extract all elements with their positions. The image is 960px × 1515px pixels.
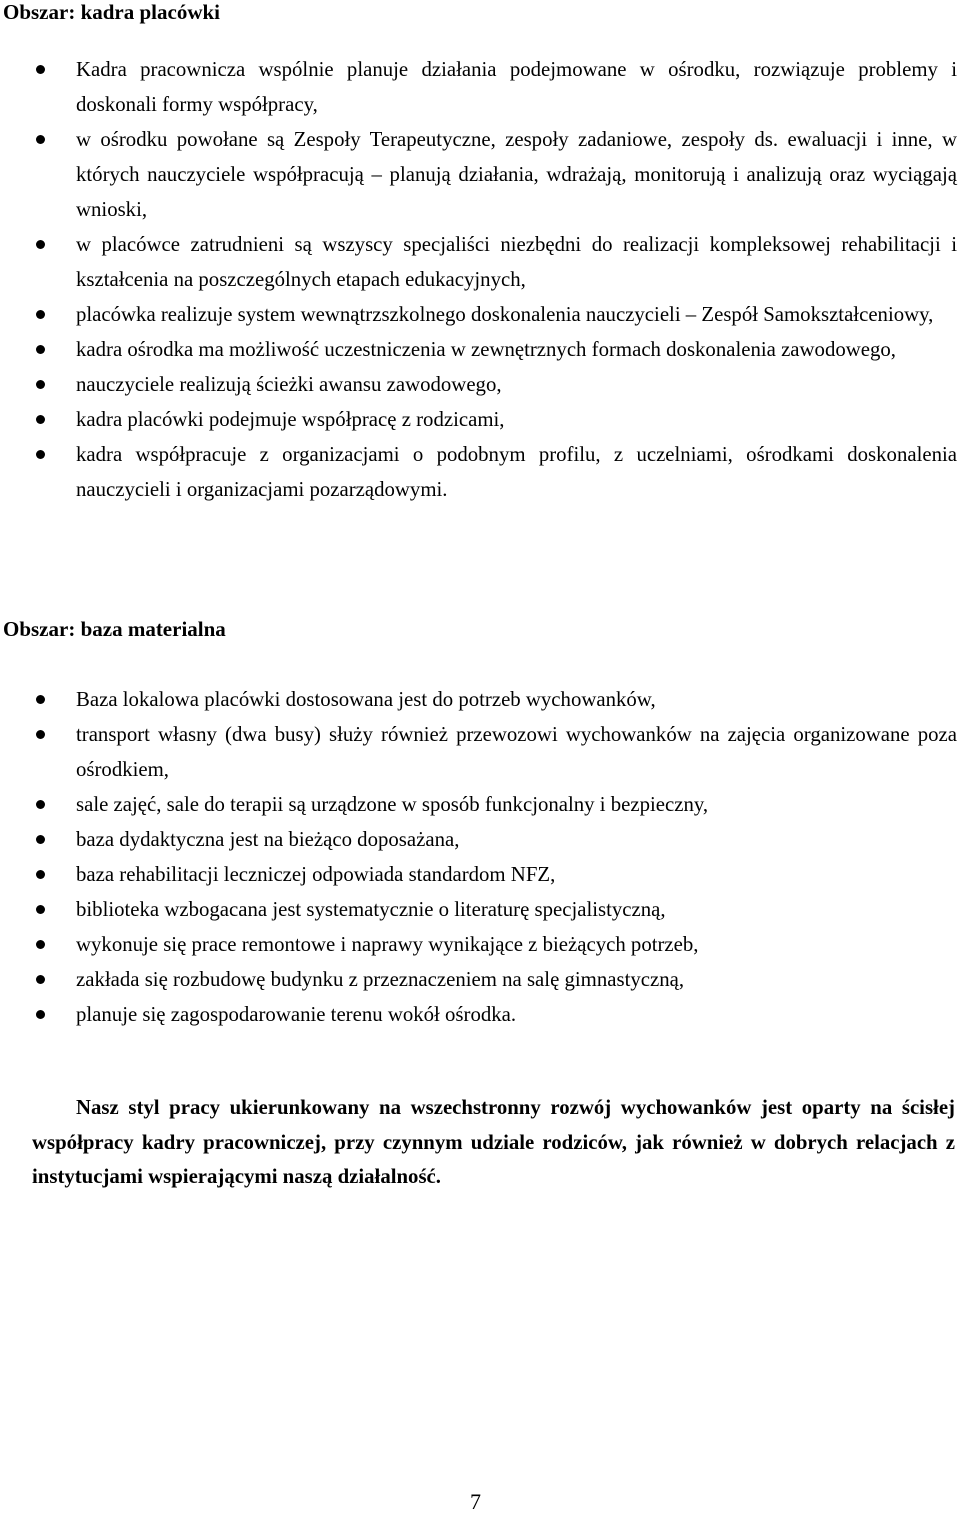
bullet-icon xyxy=(36,870,45,879)
list-item-text: placówka realizuje system wewnątrzszkolnego doskonalenia nauczycieli – Zespół Samokształceniowy, xyxy=(76,303,934,326)
summary-paragraph: Nasz styl pracy ukierunkowany na wszechstronny rozwój wychowanków jest oparty na ścisłej współpracy kadry pracowniczej, przy czynnym udziale rodziców, jak również w dobrych relacjach z instytucjami wspierającymi naszą działalność. xyxy=(32,1096,955,1188)
list-item-text: kadra placówki podejmuje współpracę z rodzicami, xyxy=(76,408,505,431)
list-item xyxy=(0,857,960,892)
list-item-text: sale zajęć, sale do terapii są urządzone w sposób funkcjonalny i bezpieczny, xyxy=(76,793,709,816)
list-item xyxy=(0,892,960,927)
list-item-text: planuje się zagospodarowanie terenu wokół ośrodka. xyxy=(76,1003,517,1026)
list-item-text: w placówce zatrudnieni są wszyscy specjaliści niezbędni do realizacji kompleksowej rehabilitacji i kształcenia na poszczególnych etapach edukacyjnych, xyxy=(76,233,957,291)
list-item xyxy=(0,227,960,297)
list-item-text: kadra współpracuje z organizacjami o podobnym profilu, z uczelniami, ośrodkami doskonalenia nauczycieli i organizacjami pozarządowymi. xyxy=(76,443,957,501)
list-item xyxy=(0,997,960,1032)
list-item-text: Kadra pracownicza wspólnie planuje działania podejmowane w ośrodku, rozwiązuje problemy i doskonali formy współpracy, xyxy=(76,58,957,116)
list-item xyxy=(0,332,960,367)
section-heading-kadra: Obszar: kadra placówki xyxy=(3,0,221,24)
bullet-list-baza xyxy=(0,682,960,1032)
list-item xyxy=(0,787,960,822)
bullet-icon xyxy=(36,1010,45,1019)
bullet-icon xyxy=(36,310,45,319)
bullet-icon xyxy=(36,940,45,949)
list-item-text: zakłada się rozbudowę budynku z przeznaczeniem na salę gimnastyczną, xyxy=(76,968,685,991)
list-item xyxy=(0,402,960,437)
bullet-icon xyxy=(36,135,45,144)
bullet-icon xyxy=(36,240,45,249)
list-item xyxy=(0,122,960,227)
bullet-icon xyxy=(36,345,45,354)
bullet-icon xyxy=(36,450,45,459)
list-item-text: kadra ośrodka ma możliwość uczestniczenia w zewnętrznych formach doskonalenia zawodowego, xyxy=(76,338,896,361)
list-item-text: baza rehabilitacji leczniczej odpowiada standardom NFZ, xyxy=(76,863,556,886)
bullet-icon xyxy=(36,835,45,844)
list-item xyxy=(0,822,960,857)
bullet-icon xyxy=(36,800,45,809)
list-item-text: transport własny (dwa busy) służy również przewozowi wychowanków na zajęcia organizowane poza ośrodkiem, xyxy=(76,723,957,781)
list-item-text: w ośrodku powołane są Zespoły Terapeutyczne, zespoły zadaniowe, zespoły ds. ewaluacji i inne, w których nauczyciele współpracują – planują działania, wdrażają, monitorują i analizują oraz wyciągają wnioski, xyxy=(76,128,957,221)
bullet-list-kadra xyxy=(0,52,960,507)
bullet-icon xyxy=(36,905,45,914)
list-item-text: biblioteka wzbogacana jest systematycznie o literaturę specjalistyczną, xyxy=(76,898,666,921)
bullet-icon xyxy=(36,730,45,739)
list-item xyxy=(0,297,960,332)
list-item-text: baza dydaktyczna jest na bieżąco doposażana, xyxy=(76,828,460,851)
list-item-text: Baza lokalowa placówki dostosowana jest do potrzeb wychowanków, xyxy=(76,688,656,711)
list-item xyxy=(0,367,960,402)
list-item xyxy=(0,52,960,122)
bullet-icon xyxy=(36,380,45,389)
page-number: 7 xyxy=(470,1489,481,1514)
list-item xyxy=(0,927,960,962)
list-item xyxy=(0,437,960,507)
bullet-icon xyxy=(36,695,45,704)
list-item xyxy=(0,962,960,997)
list-item xyxy=(0,682,960,717)
list-item-text: nauczyciele realizują ścieżki awansu zawodowego, xyxy=(76,373,502,396)
section-heading-baza: Obszar: baza materialna xyxy=(3,617,226,641)
bullet-icon xyxy=(36,975,45,984)
list-item xyxy=(0,717,960,787)
list-item-text: wykonuje się prace remontowe i naprawy wynikające z bieżących potrzeb, xyxy=(76,933,699,956)
bullet-icon xyxy=(36,415,45,424)
bullet-icon xyxy=(36,65,45,74)
